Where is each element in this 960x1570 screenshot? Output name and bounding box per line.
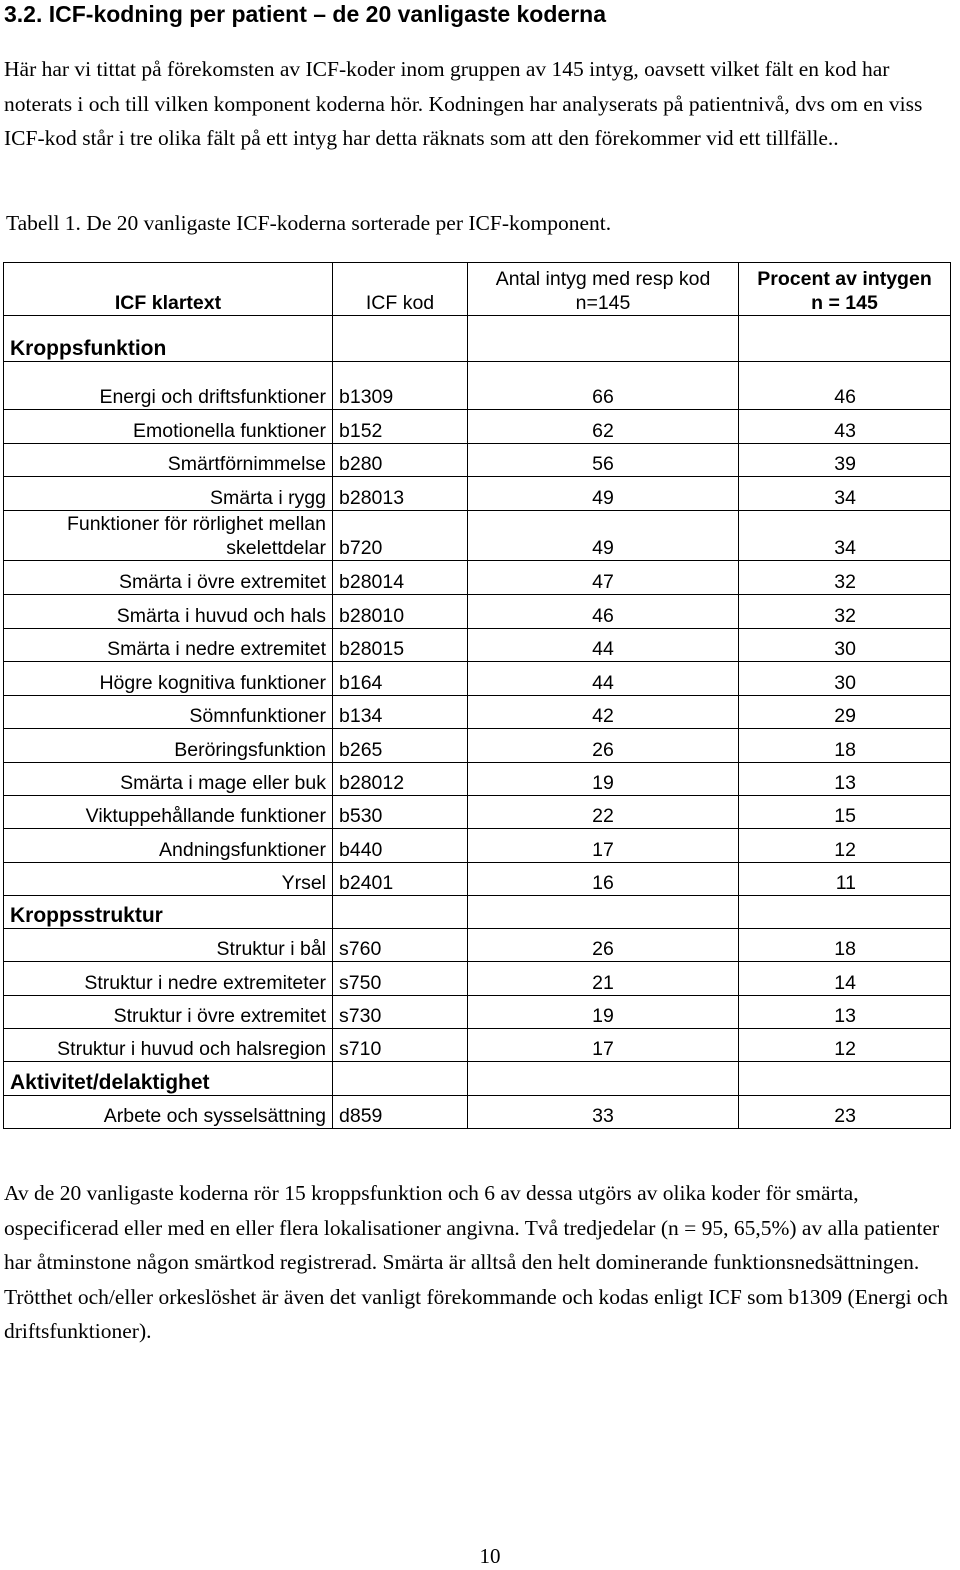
row-label: Struktur i nedre extremiteter <box>4 962 333 996</box>
table-row <box>4 595 951 629</box>
table-header-row <box>4 263 951 316</box>
table-row <box>4 696 951 729</box>
row-count: 49 <box>468 477 739 511</box>
row-label: Smärtförnimmelse <box>4 444 333 477</box>
row-label: Smärta i nedre extremitet <box>4 629 333 662</box>
row-code: b152 <box>333 410 468 444</box>
row-label: Sömnfunktioner <box>4 696 333 729</box>
section-row <box>4 1062 951 1096</box>
header-procent <box>739 263 951 316</box>
row-percent: 14 <box>739 962 951 996</box>
row-label: Beröringsfunktion <box>4 729 333 763</box>
header-antal-line2: n=145 <box>575 292 631 314</box>
row-percent: 39 <box>739 444 951 477</box>
row-count: 42 <box>468 696 739 729</box>
row-label-line2: skelettdelar <box>226 537 326 559</box>
section-label: Aktivitet/delaktighet <box>4 1062 333 1096</box>
header-antal-line1: Antal intyg med resp kod <box>495 268 711 290</box>
row-count: 62 <box>468 410 739 444</box>
row-label: Viktuppehållande funktioner <box>4 796 333 829</box>
row-count: 19 <box>468 996 739 1029</box>
row-code: s710 <box>333 1029 468 1062</box>
row-code: b28015 <box>333 629 468 662</box>
row-percent: 18 <box>739 929 951 962</box>
row-percent: 30 <box>739 662 951 696</box>
row-code: d859 <box>333 1096 468 1129</box>
table-row <box>4 1096 951 1129</box>
section-label: Kroppsfunktion <box>4 316 333 362</box>
section-row <box>4 316 951 362</box>
row-label: Smärta i mage eller buk <box>4 763 333 796</box>
table-row <box>4 511 951 561</box>
section-label: Kroppsstruktur <box>4 896 333 929</box>
section-heading: 3.2. ICF-kodning per patient – de 20 vanligaste koderna <box>4 1 606 27</box>
row-count: 44 <box>468 662 739 696</box>
row-count: 22 <box>468 796 739 829</box>
row-label: Energi och driftsfunktioner <box>4 362 333 410</box>
row-percent: 32 <box>739 561 951 595</box>
table-row <box>4 410 951 444</box>
row-code: b28010 <box>333 595 468 629</box>
row-percent: 23 <box>739 1096 951 1129</box>
row-code: b134 <box>333 696 468 729</box>
row-code: b2401 <box>333 863 468 896</box>
header-kod: ICF kod <box>333 263 468 316</box>
row-code: b265 <box>333 729 468 763</box>
row-count: 66 <box>468 362 739 410</box>
row-code: b720 <box>333 511 468 561</box>
table-row <box>4 362 951 410</box>
icf-table <box>3 262 951 1129</box>
row-percent: 18 <box>739 729 951 763</box>
row-count: 56 <box>468 444 739 477</box>
row-label: Andningsfunktioner <box>4 829 333 863</box>
table-row <box>4 796 951 829</box>
table-row <box>4 863 951 896</box>
row-percent: 43 <box>739 410 951 444</box>
row-label: Arbete och sysselsättning <box>4 1096 333 1129</box>
table-row <box>4 444 951 477</box>
table-row <box>4 1029 951 1062</box>
row-percent: 46 <box>739 362 951 410</box>
row-label <box>4 511 333 561</box>
row-label: Högre kognitiva funktioner <box>4 662 333 696</box>
table-row <box>4 996 951 1029</box>
table-row <box>4 561 951 595</box>
row-code: b28012 <box>333 763 468 796</box>
intro-paragraph: Här har vi tittat på förekomsten av ICF-koder inom gruppen av 145 intyg, oavsett vilket fält en kod har noterats i och till vilken komponent koderna hör. Kodningen har analyserats på patientnivå, dvs om en viss ICF-kod står i tre olika fält på ett intyg har detta räknats som att den förekommer vid ett tillfälle.. <box>4 57 923 150</box>
row-count: 17 <box>468 829 739 863</box>
row-count: 21 <box>468 962 739 996</box>
table-row <box>4 763 951 796</box>
row-code: b28014 <box>333 561 468 595</box>
row-code: b164 <box>333 662 468 696</box>
header-klartext: ICF klartext <box>4 263 333 316</box>
header-procent-line1: Procent av intygen <box>757 268 932 290</box>
row-code: s760 <box>333 929 468 962</box>
row-count: 17 <box>468 1029 739 1062</box>
table-row <box>4 477 951 511</box>
row-count: 33 <box>468 1096 739 1129</box>
table-row <box>4 829 951 863</box>
row-count: 47 <box>468 561 739 595</box>
row-count: 19 <box>468 763 739 796</box>
header-procent-line2: n = 145 <box>811 292 878 314</box>
row-code: b1309 <box>333 362 468 410</box>
row-label: Yrsel <box>4 863 333 896</box>
row-code: s750 <box>333 962 468 996</box>
row-label: Smärta i huvud och hals <box>4 595 333 629</box>
row-code: s730 <box>333 996 468 1029</box>
row-count: 44 <box>468 629 739 662</box>
row-code: b280 <box>333 444 468 477</box>
row-count: 26 <box>468 729 739 763</box>
table-row <box>4 962 951 996</box>
row-label: Smärta i rygg <box>4 477 333 511</box>
row-percent: 29 <box>739 696 951 729</box>
row-label: Struktur i övre extremitet <box>4 996 333 1029</box>
row-label-line1: Funktioner för rörlighet mellan <box>66 513 326 535</box>
row-label: Struktur i huvud och halsregion <box>4 1029 333 1062</box>
row-percent: 11 <box>739 863 951 896</box>
row-count: 26 <box>468 929 739 962</box>
row-code: b28013 <box>333 477 468 511</box>
row-percent: 30 <box>739 629 951 662</box>
row-label: Smärta i övre extremitet <box>4 561 333 595</box>
row-percent: 32 <box>739 595 951 629</box>
page-number: 10 <box>479 1544 501 1568</box>
section-row <box>4 896 951 929</box>
table-row <box>4 662 951 696</box>
row-code: b530 <box>333 796 468 829</box>
row-percent: 13 <box>739 763 951 796</box>
table-caption: Tabell 1. De 20 vanligaste ICF-koderna sorterade per ICF-komponent. <box>6 211 612 235</box>
row-percent: 34 <box>739 477 951 511</box>
row-percent: 15 <box>739 796 951 829</box>
row-code: b440 <box>333 829 468 863</box>
row-percent: 13 <box>739 996 951 1029</box>
row-percent: 12 <box>739 1029 951 1062</box>
row-count: 16 <box>468 863 739 896</box>
row-count: 46 <box>468 595 739 629</box>
row-count: 49 <box>468 511 739 561</box>
table-row <box>4 629 951 662</box>
table-row <box>4 929 951 962</box>
row-percent: 12 <box>739 829 951 863</box>
table-row <box>4 729 951 763</box>
header-antal <box>468 263 739 316</box>
conclusion-paragraph: Av de 20 vanligaste koderna rör 15 kroppsfunktion och 6 av dessa utgörs av olika koder för smärta, ospecificerad eller med en eller flera lokalisationer angivna. Två tredjedelar (n = 95, 65,5%) av alla patienter har åtminstone någon smärtkod registrerad. Smärta är alltså den helt dominerande funktionsnedsättningen. Trötthet och/eller orkeslöshet är även det vanligt förekommande och kodas enligt ICF som b1309 (Energi och driftsfunktioner). <box>4 1181 949 1343</box>
row-percent: 34 <box>739 511 951 561</box>
row-label: Emotionella funktioner <box>4 410 333 444</box>
row-label: Struktur i bål <box>4 929 333 962</box>
